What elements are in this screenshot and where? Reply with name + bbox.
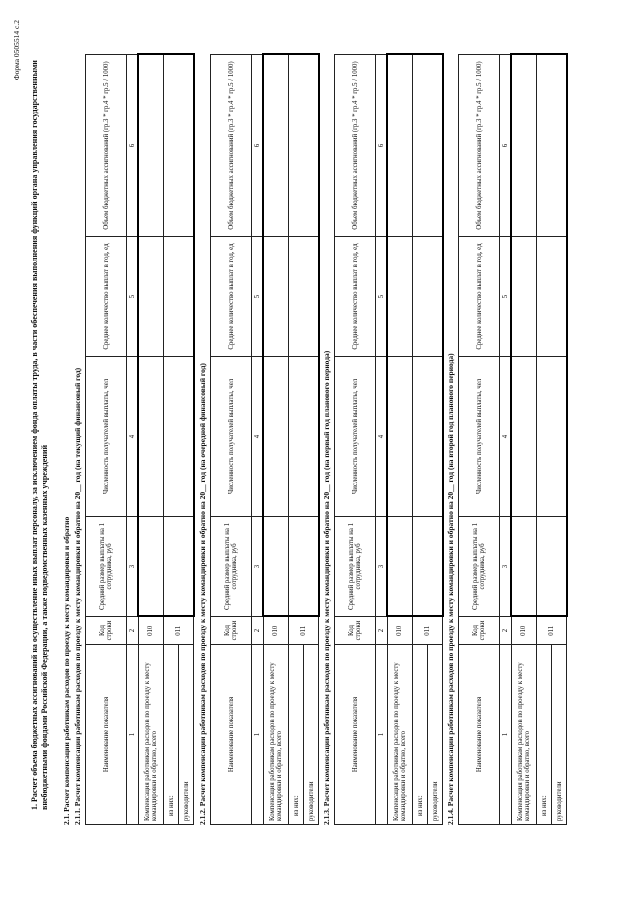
col-headcount-header: Численность получателей выплаты, чел <box>335 357 376 517</box>
cell-headcount[interactable] <box>413 357 443 517</box>
cell-avg-payment[interactable] <box>537 517 567 617</box>
cell-avg-payment[interactable] <box>164 517 194 617</box>
col-headcount-header: Численность получателей выплаты, чел <box>211 357 252 517</box>
calc-table <box>210 54 320 826</box>
cell-avg-count[interactable] <box>138 237 164 357</box>
cell-avg-count[interactable] <box>263 237 289 357</box>
row-mgr-code: 011 <box>289 617 319 645</box>
cell-volume[interactable] <box>537 55 567 237</box>
col-index: 2 <box>127 617 139 645</box>
cell-avg-payment[interactable] <box>263 517 289 617</box>
row-main-code: 010 <box>138 617 164 645</box>
col-index: 4 <box>252 357 264 517</box>
col-index: 4 <box>376 357 388 517</box>
col-index: 3 <box>252 517 264 617</box>
col-index: 5 <box>127 237 139 357</box>
col-headcount-header: Численность получателей выплаты, чел <box>459 357 500 517</box>
col-index: 3 <box>500 517 512 617</box>
row-sub-label: из них: <box>289 645 304 825</box>
col-index: 5 <box>252 237 264 357</box>
section-intro: 2.1. Расчет компенсации работникам расходов по проезду к месту командировки и обратно <box>62 516 71 825</box>
col-avg-count-header: Среднее количество выплат в год, ед <box>335 237 376 357</box>
col-index: 2 <box>252 617 264 645</box>
row-sub-label: из них: <box>164 645 179 825</box>
cell-avg-payment[interactable] <box>511 517 537 617</box>
cell-avg-count[interactable] <box>289 237 319 357</box>
col-index: 6 <box>127 55 139 237</box>
cell-avg-payment[interactable] <box>413 517 443 617</box>
cell-headcount[interactable] <box>537 357 567 517</box>
col-avg-payment-header: Средний размер выплаты на 1 сотрудника, руб <box>459 517 500 617</box>
row-main-label: Компенсация работникам расходов по проезду к месту командировки и обратно, всего <box>263 645 289 825</box>
col-volume-header: Объем бюджетных ассигнований (гр.3 * гр.4 * гр.5 / 1000) <box>86 55 127 237</box>
col-index: 6 <box>500 55 512 237</box>
col-index: 2 <box>500 617 512 645</box>
row-main-label: Компенсация работникам расходов по проезду к месту командировки и обратно, всего <box>138 645 164 825</box>
cell-headcount[interactable] <box>263 357 289 517</box>
col-index: 4 <box>500 357 512 517</box>
calc-table <box>458 54 568 826</box>
cell-headcount[interactable] <box>511 357 537 517</box>
col-index: 1 <box>252 645 264 825</box>
cell-volume[interactable] <box>164 55 194 237</box>
row-main-label: Компенсация работникам расходов по проезду к месту командировки и обратно, всего <box>511 645 537 825</box>
row-main-label: Компенсация работникам расходов по проезду к месту командировки и обратно, всего <box>387 645 413 825</box>
row-main-code: 010 <box>387 617 413 645</box>
cell-avg-payment[interactable] <box>289 517 319 617</box>
col-index: 2 <box>376 617 388 645</box>
row-mgr-code: 011 <box>164 617 194 645</box>
col-code-header: Код строки <box>86 617 127 645</box>
row-mgr-label: руководители <box>552 645 567 825</box>
form-number: Форма 0505514 с.2 <box>12 20 21 81</box>
row-mgr-label: руководители <box>179 645 194 825</box>
calc-table <box>334 54 444 826</box>
calc-table <box>85 54 195 826</box>
section-heading: 2.1.1. Расчет компенсации работникам расходов по проезду к месту командировки и обратно на 20__ год (на текущий финансовый год) <box>73 367 82 825</box>
cell-volume[interactable] <box>138 55 164 237</box>
col-avg-payment-header: Средний размер выплаты на 1 сотрудника, руб <box>86 517 127 617</box>
row-sub-label: из них: <box>413 645 428 825</box>
cell-headcount[interactable] <box>138 357 164 517</box>
col-index: 1 <box>127 645 139 825</box>
col-index: 3 <box>127 517 139 617</box>
col-volume-header: Объем бюджетных ассигнований (гр.3 * гр.4 * гр.5 / 1000) <box>211 55 252 237</box>
section-2-1-2 <box>198 55 320 825</box>
section-heading: 2.1.3. Расчет компенсации работникам расходов по проезду к месту командировки и обратно на 20__ год (на первый год планового периода) <box>322 350 331 825</box>
col-index: 5 <box>500 237 512 357</box>
cell-headcount[interactable] <box>387 357 413 517</box>
row-mgr-code: 011 <box>413 617 443 645</box>
cell-volume[interactable] <box>289 55 319 237</box>
row-mgr-code: 011 <box>537 617 567 645</box>
section-2-1-3 <box>322 55 444 825</box>
row-main-code: 010 <box>511 617 537 645</box>
col-volume-header: Объем бюджетных ассигнований (гр.3 * гр.4 * гр.5 / 1000) <box>459 55 500 237</box>
section-heading: 2.1.4. Расчет компенсации работникам расходов по проезду к месту командировки и обратно на 20__ год (на второй год планового периода) <box>446 353 455 825</box>
cell-avg-payment[interactable] <box>387 517 413 617</box>
col-volume-header: Объем бюджетных ассигнований (гр.3 * гр.4 * гр.5 / 1000) <box>335 55 376 237</box>
col-name-header: Наименование показателя <box>211 645 252 825</box>
col-avg-count-header: Среднее количество выплат в год, ед <box>459 237 500 357</box>
cell-avg-count[interactable] <box>387 237 413 357</box>
section-heading: 2.1.2. Расчет компенсации работникам расходов по проезду к месту командировки и обратно на 20__ год (на очередной финансовый год) <box>198 363 207 825</box>
cell-avg-count[interactable] <box>413 237 443 357</box>
row-sub-label: из них: <box>537 645 552 825</box>
section-2-1-1 <box>62 55 195 825</box>
col-index: 4 <box>127 357 139 517</box>
cell-avg-count[interactable] <box>164 237 194 357</box>
col-name-header: Наименование показателя <box>459 645 500 825</box>
col-avg-payment-header: Средний размер выплаты на 1 сотрудника, руб <box>211 517 252 617</box>
section-2-1-4 <box>446 55 568 825</box>
col-name-header: Наименование показателя <box>86 645 127 825</box>
cell-volume[interactable] <box>387 55 413 237</box>
col-index: 1 <box>500 645 512 825</box>
cell-avg-payment[interactable] <box>138 517 164 617</box>
cell-headcount[interactable] <box>164 357 194 517</box>
col-index: 3 <box>376 517 388 617</box>
col-name-header: Наименование показателя <box>335 645 376 825</box>
row-mgr-label: руководители <box>304 645 319 825</box>
col-code-header: Код строки <box>335 617 376 645</box>
cell-headcount[interactable] <box>289 357 319 517</box>
col-headcount-header: Численность получателей выплаты, чел <box>86 357 127 517</box>
row-mgr-label: руководители <box>428 645 443 825</box>
col-avg-payment-header: Средний размер выплаты на 1 сотрудника, руб <box>335 517 376 617</box>
col-code-header: Код строки <box>211 617 252 645</box>
col-index: 5 <box>376 237 388 357</box>
col-avg-count-header: Среднее количество выплат в год, ед <box>211 237 252 357</box>
document-title: 1. Расчет объема бюджетных ассигнований на осуществление иных выплат персоналу, за исключением фонда оплаты труда, в части обеспечения выполнения функций органа управления государственными внебюджетными фондами Российской Федерации, а также подведомственных казенных учреждений <box>30 60 49 810</box>
cell-avg-count[interactable] <box>537 237 567 357</box>
row-main-code: 010 <box>263 617 289 645</box>
cell-volume[interactable] <box>511 55 537 237</box>
col-index: 1 <box>376 645 388 825</box>
cell-volume[interactable] <box>263 55 289 237</box>
col-index: 6 <box>376 55 388 237</box>
col-avg-count-header: Среднее количество выплат в год, ед <box>86 237 127 357</box>
cell-avg-count[interactable] <box>511 237 537 357</box>
col-code-header: Код строки <box>459 617 500 645</box>
col-index: 6 <box>252 55 264 237</box>
cell-volume[interactable] <box>413 55 443 237</box>
